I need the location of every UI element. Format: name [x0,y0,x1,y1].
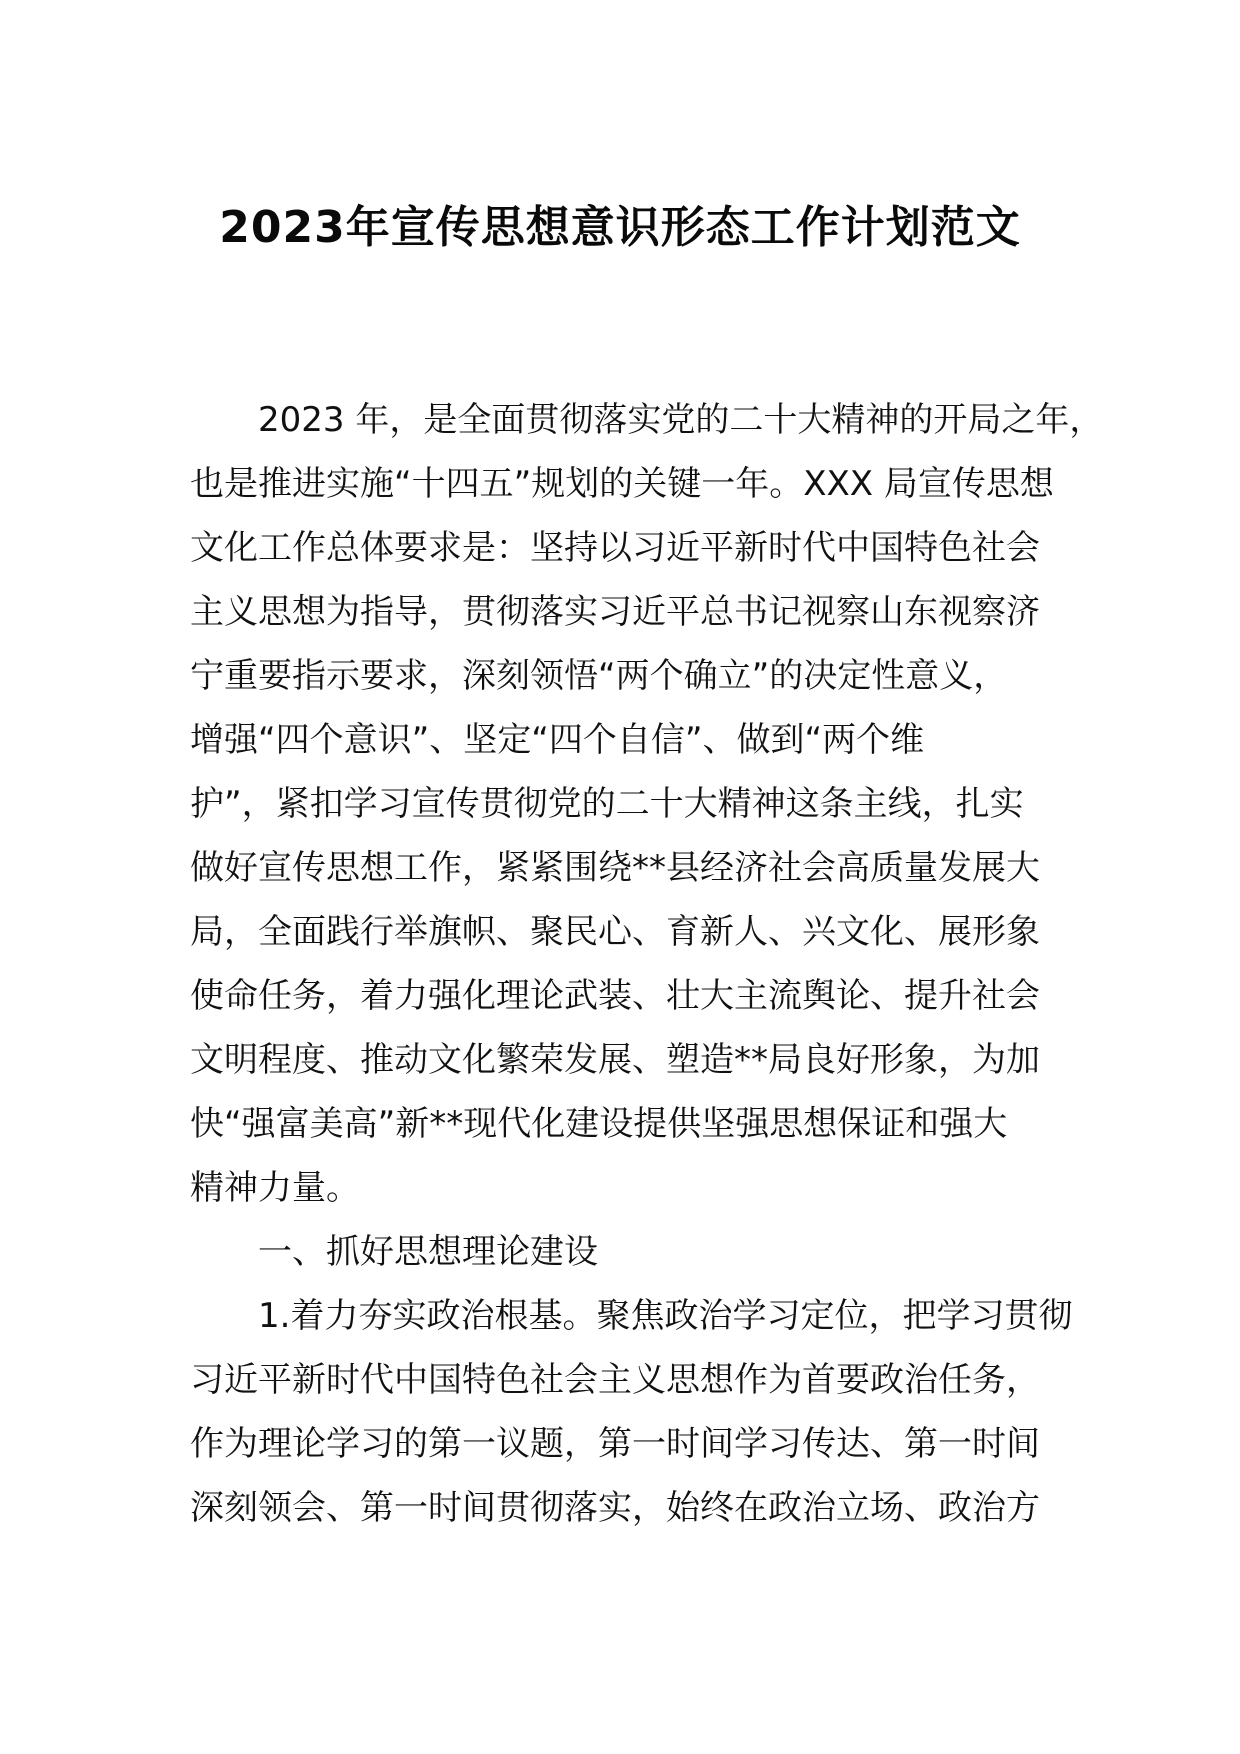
section-heading: 一、抓好思想理论建设 [190,1232,598,1272]
body-line: 也是推进实施“十四五”规划的关键一年。XXX 局宣传思想 [190,464,1054,504]
body-line: 使命任务，着力强化理论武装、壮大主流舆论、提升社会 [190,976,1040,1016]
body-line: 2023 年，是全面贯彻落实党的二十大精神的开局之年， [190,400,1104,440]
body-line: 做好宣传思想工作，紧紧围绕**县经济社会高质量发展大 [190,848,1040,888]
body-line: 主义思想为指导，贯彻落实习近平总书记视察山东视察济 [190,592,1040,632]
body-line: 宁重要指示要求，深刻领悟“两个确立”的决定性意义， [190,656,1008,696]
body-line: 快“强富美高”新**现代化建设提供坚强思想保证和强大 [190,1104,1008,1144]
document-title: 2023年宣传思想意识形态工作计划范文 [219,202,1021,253]
body-line: 1.着力夯实政治根基。聚焦政治学习定位，把学习贯彻 [190,1296,1073,1336]
body-line: 作为理论学习的第一议题，第一时间学习传达、第一时间 [190,1424,1040,1464]
body-line: 习近平新时代中国特色社会主义思想作为首要政治任务， [190,1360,1040,1400]
body-line: 增强“四个意识”、坚定“四个自信”、做到“两个维 [190,720,925,760]
body-line: 护”，紧扣学习宣传贯彻党的二十大精神这条主线，扎实 [190,784,1024,824]
body-line: 文化工作总体要求是：坚持以习近平新时代中国特色社会 [190,528,1040,568]
body-line: 文明程度、推动文化繁荣发展、塑造**局良好形象，为加 [190,1040,1040,1080]
body-line: 局，全面践行举旗帜、聚民心、育新人、兴文化、展形象 [190,912,1040,952]
body-line: 深刻领会、第一时间贯彻落实，始终在政治立场、政治方 [190,1488,1040,1528]
body-line: 精神力量。 [190,1168,360,1208]
